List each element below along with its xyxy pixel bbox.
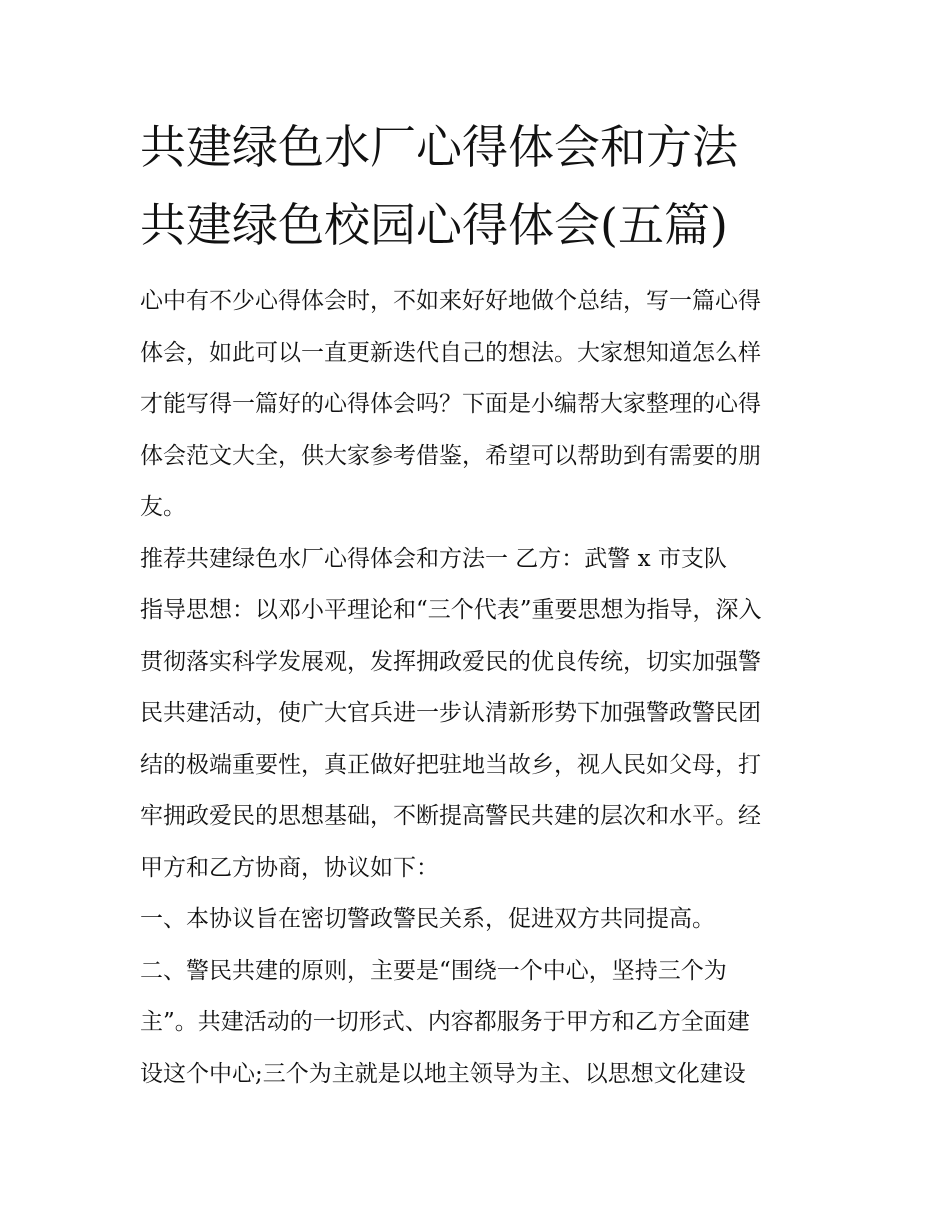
body-line: 一、本协议旨在密切警政警民关系，促进双方共同提高。 [140, 906, 715, 932]
document-title-line-1: 共建绿色水厂心得体会和方法 [140, 120, 738, 174]
body-line: 设这个中心;三个为主就是以地主领导为主、以思想文化建设 [140, 1060, 746, 1087]
document-body [140, 276, 820, 1100]
body-line: 指导思想：以邓小平理论和“三个代表”重要思想为指导，深入 [140, 597, 762, 623]
body-line: 二、警民共建的原则，主要是“围绕一个中心，坚持三个为 [140, 957, 727, 984]
body-line: 心中有不少心得体会时，不如来好好地做个总结，写一篇心得 [140, 288, 761, 314]
document-title-line-2: 共建绿色校园心得体会(五篇) [140, 198, 728, 252]
body-line: 贯彻落实科学发展观，发挥拥政爱民的优良传统，切实加强警 [140, 648, 761, 675]
body-line: 才能写得一篇好的心得体会吗？下面是小编帮大家整理的心得 [140, 391, 761, 417]
body-line: 民共建活动，使广大官兵进一步认清新形势下加强警政警民团 [140, 700, 761, 726]
body-line: 推荐共建绿色水厂心得体会和方法一 乙方：武警 x 市支队 [140, 545, 727, 572]
body-line: 结的极端重要性，真正做好把驻地当故乡，视人民如父母，打 [140, 751, 761, 778]
body-line: 主”。共建活动的一切形式、内容都服务于甲方和乙方全面建 [140, 1009, 750, 1035]
body-line: 体会，如此可以一直更新迭代自己的想法。大家想知道怎么样 [140, 339, 761, 366]
body-line: 甲方和乙方协商，协议如下： [140, 854, 439, 881]
body-line: 牢拥政爱民的思想基础，不断提高警民共建的层次和水平。经 [140, 803, 761, 829]
body-line: 友。 [140, 494, 186, 520]
body-line: 体会范文大全，供大家参考借鉴，希望可以帮助到有需要的朋 [140, 442, 761, 469]
